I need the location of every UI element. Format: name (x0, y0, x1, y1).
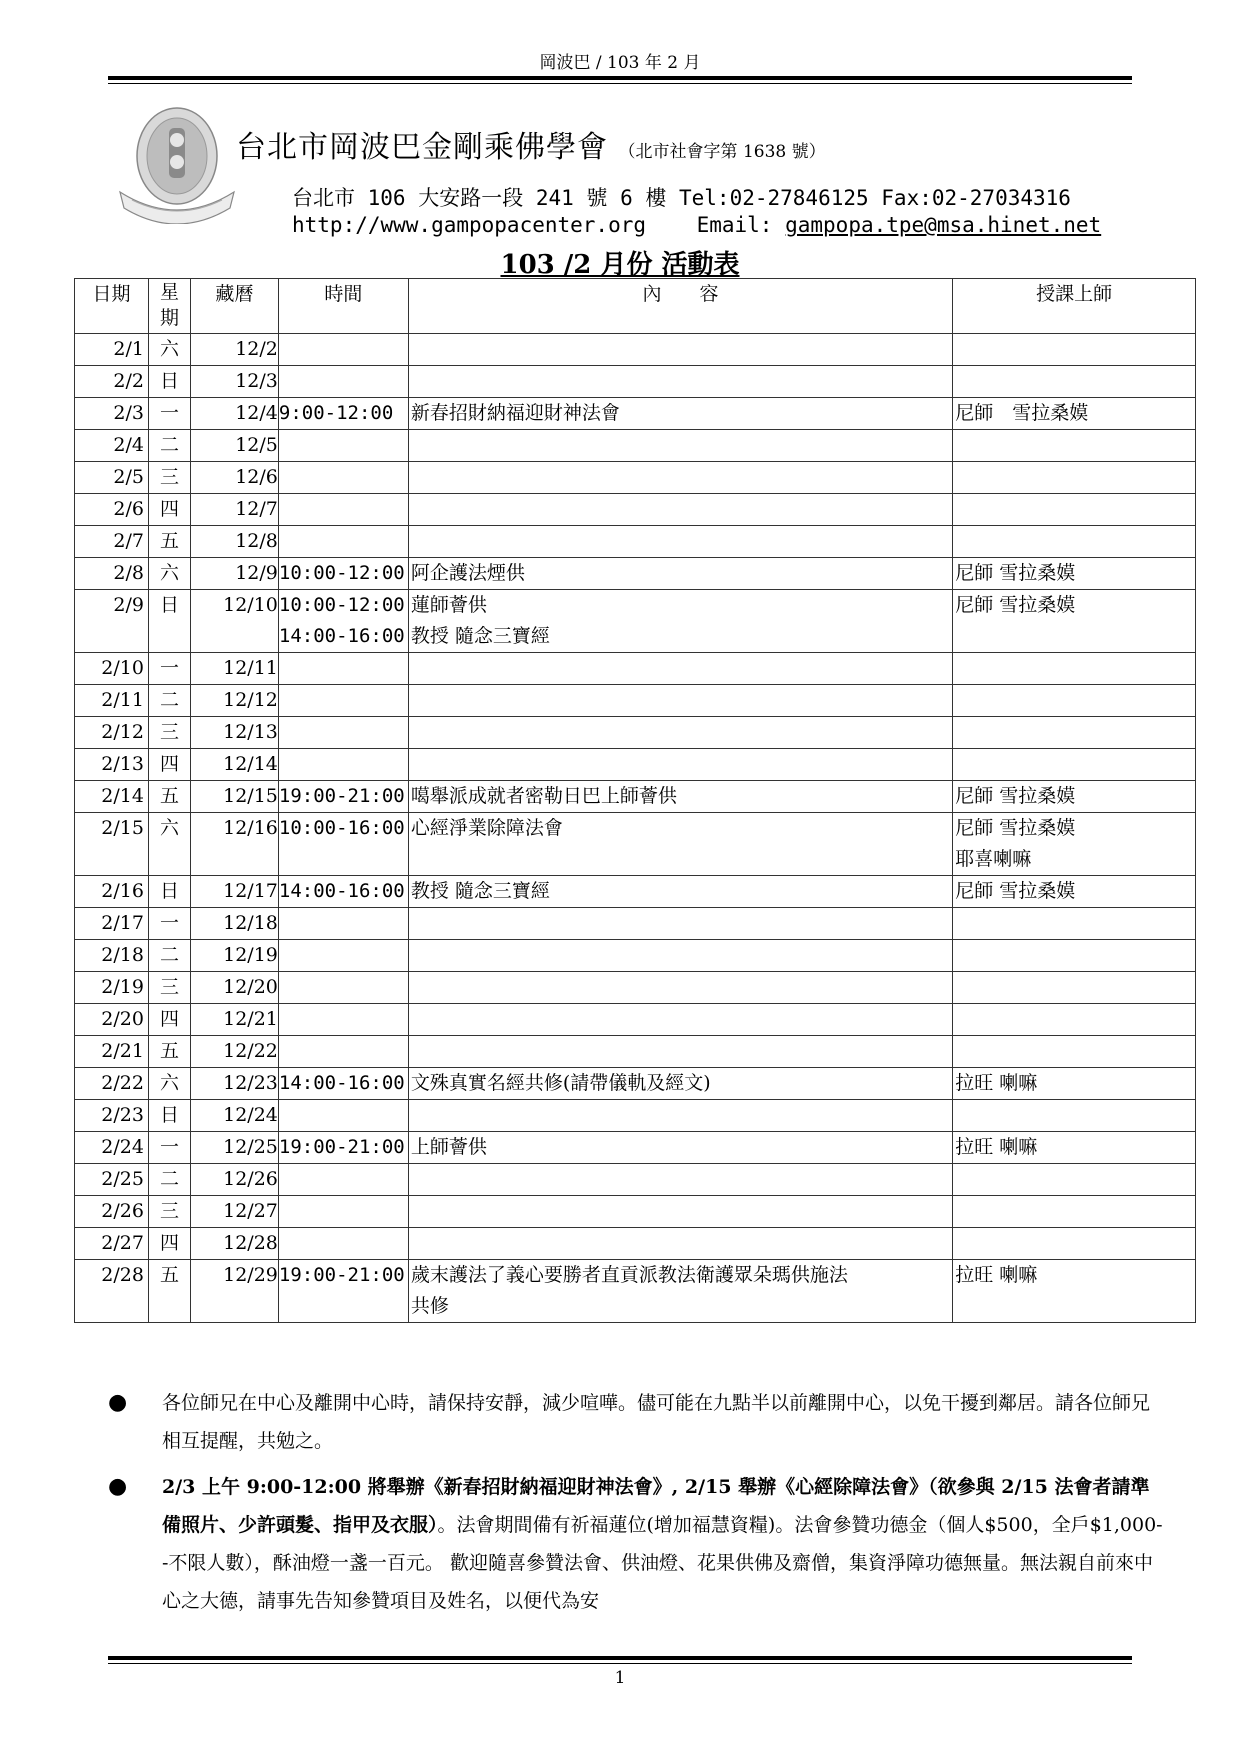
cell-wd: 六 (148, 558, 190, 590)
cell-content (408, 494, 952, 526)
cell-lunar: 12/13 (190, 717, 278, 749)
cell-time (278, 462, 408, 494)
cell-lunar: 12/17 (190, 876, 278, 908)
cell-wd: 日 (148, 1100, 190, 1132)
cell-date: 2/26 (75, 1196, 149, 1228)
header-content: 內 容 (408, 279, 952, 334)
table-row (75, 940, 1196, 972)
bullet-icon: ● (108, 1474, 128, 1499)
cell-date: 2/11 (75, 685, 149, 717)
cell-date: 2/10 (75, 653, 149, 685)
table-row (75, 334, 1196, 366)
cell-date: 2/18 (75, 940, 149, 972)
cell-time: 10:00-16:00 (278, 813, 408, 876)
cell-content (408, 749, 952, 781)
cell-lunar: 12/26 (190, 1164, 278, 1196)
cell-date: 2/24 (75, 1132, 149, 1164)
cell-lunar: 12/18 (190, 908, 278, 940)
cell-lunar: 12/3 (190, 366, 278, 398)
header-rule-thin (108, 83, 1132, 84)
cell-wd: 四 (148, 749, 190, 781)
cell-wd: 六 (148, 813, 190, 876)
cell-time (278, 1228, 408, 1260)
cell-date: 2/19 (75, 972, 149, 1004)
cell-wd: 四 (148, 1004, 190, 1036)
cell-time (278, 1164, 408, 1196)
table-row (75, 1132, 1196, 1164)
cell-lunar: 12/27 (190, 1196, 278, 1228)
cell-date: 2/16 (75, 876, 149, 908)
cell-wd: 二 (148, 1164, 190, 1196)
cell-teacher (953, 1228, 1196, 1260)
cell-content (408, 1164, 952, 1196)
table-row (75, 813, 1196, 876)
table-row (75, 1068, 1196, 1100)
cell-wd: 一 (148, 653, 190, 685)
cell-date: 2/23 (75, 1100, 149, 1132)
cell-time (278, 526, 408, 558)
table-row (75, 749, 1196, 781)
cell-teacher (953, 1100, 1196, 1132)
cell-lunar: 12/25 (190, 1132, 278, 1164)
website-link[interactable]: http://www.gampopacenter.org (292, 213, 647, 237)
header-weekday: 星期 (148, 279, 190, 334)
registration-number: （北市社會字第 1638 號） (618, 142, 826, 162)
table-row (75, 717, 1196, 749)
email-link[interactable]: gampopa.tpe@msa.hinet.net (785, 213, 1102, 237)
note-text: 。法會期間備有祈福蓮位(增加福慧資糧)。法會參贊功德金（個人$500，全戶$1,000--不限人數），酥油燈一盞一百元。 歡迎隨喜參贊法會、供油燈、花果供佛及齋僧，集資淨障功德無量。無法親自前來中心之大德，請事先告知參贊項目及姓名，以便代為安 (162, 1514, 1163, 1612)
table-row (75, 366, 1196, 398)
table-row (75, 526, 1196, 558)
cell-time (278, 494, 408, 526)
cell-wd: 二 (148, 940, 190, 972)
cell-content: 教授 隨念三寶經 (408, 876, 952, 908)
cell-time (278, 1196, 408, 1228)
cell-lunar: 12/28 (190, 1228, 278, 1260)
cell-content (408, 334, 952, 366)
cell-lunar: 12/23 (190, 1068, 278, 1100)
table-row (75, 1260, 1196, 1323)
table-row (75, 781, 1196, 813)
table-header-row (75, 279, 1196, 334)
cell-date: 2/27 (75, 1228, 149, 1260)
cell-content (408, 653, 952, 685)
cell-lunar: 12/16 (190, 813, 278, 876)
cell-date: 2/5 (75, 462, 149, 494)
cell-content (408, 462, 952, 494)
cell-lunar: 12/4 (190, 398, 278, 430)
cell-wd: 四 (148, 494, 190, 526)
cell-teacher (953, 1196, 1196, 1228)
cell-content (408, 366, 952, 398)
cell-teacher (953, 1004, 1196, 1036)
cell-content (408, 1196, 952, 1228)
cell-wd: 日 (148, 590, 190, 653)
cell-wd: 六 (148, 1068, 190, 1100)
cell-time (278, 749, 408, 781)
cell-teacher: 尼師 雪拉桑嫫 (953, 398, 1196, 430)
cell-lunar: 12/15 (190, 781, 278, 813)
schedule-title: 103 /2 月份 活動表 (500, 250, 740, 280)
cell-lunar: 12/22 (190, 1036, 278, 1068)
table-row (75, 1036, 1196, 1068)
cell-lunar: 12/5 (190, 430, 278, 462)
table-row (75, 876, 1196, 908)
table-row (75, 908, 1196, 940)
cell-teacher (953, 494, 1196, 526)
table-row (75, 398, 1196, 430)
cell-time (278, 685, 408, 717)
note-item (108, 1384, 1163, 1460)
cell-date: 2/25 (75, 1164, 149, 1196)
cell-content (408, 1036, 952, 1068)
cell-wd: 日 (148, 876, 190, 908)
cell-content (408, 430, 952, 462)
cell-teacher: 拉旺 喇嘛 (953, 1068, 1196, 1100)
cell-date: 2/14 (75, 781, 149, 813)
table-row (75, 653, 1196, 685)
table-row (75, 972, 1196, 1004)
cell-content: 心經淨業除障法會 (408, 813, 952, 876)
cell-wd: 五 (148, 781, 190, 813)
cell-wd: 五 (148, 1036, 190, 1068)
cell-wd: 二 (148, 685, 190, 717)
cell-date: 2/21 (75, 1036, 149, 1068)
table-row (75, 430, 1196, 462)
cell-wd: 三 (148, 717, 190, 749)
cell-teacher (953, 1036, 1196, 1068)
cell-lunar: 12/6 (190, 462, 278, 494)
cell-content: 文殊真實名經共修(請帶儀軌及經文) (408, 1068, 952, 1100)
cell-date: 2/12 (75, 717, 149, 749)
cell-teacher (953, 749, 1196, 781)
cell-time (278, 366, 408, 398)
footer-rule-thin (108, 1663, 1132, 1664)
page-header: 岡波巴 / 103 年 2 月 (539, 53, 701, 73)
cell-content: 新春招財納福迎財神法會 (408, 398, 952, 430)
cell-date: 2/7 (75, 526, 149, 558)
cell-lunar: 12/8 (190, 526, 278, 558)
cell-lunar: 12/29 (190, 1260, 278, 1323)
cell-wd: 三 (148, 462, 190, 494)
cell-time (278, 717, 408, 749)
cell-wd: 一 (148, 398, 190, 430)
cell-content (408, 1228, 952, 1260)
cell-wd: 一 (148, 1132, 190, 1164)
cell-time (278, 430, 408, 462)
cell-date: 2/22 (75, 1068, 149, 1100)
header-date: 日期 (75, 279, 149, 334)
cell-teacher (953, 526, 1196, 558)
cell-content (408, 685, 952, 717)
table-row (75, 558, 1196, 590)
notes-section (108, 1384, 1163, 1628)
cell-content: 蓮師薈供 教授 隨念三寶經 (408, 590, 952, 653)
cell-time: 19:00-21:00 (278, 1132, 408, 1164)
cell-date: 2/9 (75, 590, 149, 653)
table-row (75, 685, 1196, 717)
cell-date: 2/20 (75, 1004, 149, 1036)
cell-lunar: 12/12 (190, 685, 278, 717)
cell-time: 10:00-12:00 14:00-16:00 (278, 590, 408, 653)
cell-teacher: 尼師 雪拉桑嫫 耶喜喇嘛 (953, 813, 1196, 876)
cell-wd: 一 (148, 908, 190, 940)
cell-time (278, 972, 408, 1004)
table-row (75, 1196, 1196, 1228)
cell-teacher (953, 334, 1196, 366)
cell-teacher (953, 685, 1196, 717)
cell-date: 2/4 (75, 430, 149, 462)
cell-wd: 五 (148, 1260, 190, 1323)
cell-lunar: 12/19 (190, 940, 278, 972)
cell-teacher: 尼師 雪拉桑嫫 (953, 781, 1196, 813)
cell-content (408, 1100, 952, 1132)
cell-time (278, 334, 408, 366)
cell-time (278, 653, 408, 685)
bullet-icon: ● (108, 1390, 128, 1415)
cell-teacher (953, 940, 1196, 972)
cell-lunar: 12/24 (190, 1100, 278, 1132)
table-row (75, 1164, 1196, 1196)
cell-lunar: 12/11 (190, 653, 278, 685)
cell-teacher (953, 462, 1196, 494)
cell-lunar: 12/14 (190, 749, 278, 781)
cell-content: 噶舉派成就者密勒日巴上師薈供 (408, 781, 952, 813)
cell-lunar: 12/2 (190, 334, 278, 366)
cell-date: 2/8 (75, 558, 149, 590)
cell-teacher: 尼師 雪拉桑嫫 (953, 558, 1196, 590)
cell-lunar: 12/7 (190, 494, 278, 526)
table-row (75, 462, 1196, 494)
cell-date: 2/2 (75, 366, 149, 398)
cell-teacher (953, 430, 1196, 462)
table-row (75, 1004, 1196, 1036)
header-lunar: 藏曆 (190, 279, 278, 334)
cell-time (278, 940, 408, 972)
cell-content: 上師薈供 (408, 1132, 952, 1164)
email-label: Email: (696, 213, 773, 237)
cell-wd: 五 (148, 526, 190, 558)
cell-wd: 二 (148, 430, 190, 462)
note-text: 各位師兄在中心及離開中心時，請保持安靜，減少喧嘩。儘可能在九點半以前離開中心，以免干擾到鄰居。請各位師兄相互提醒，共勉之。 (162, 1392, 1151, 1452)
cell-teacher (953, 1164, 1196, 1196)
cell-lunar: 12/9 (190, 558, 278, 590)
cell-teacher: 拉旺 喇嘛 (953, 1132, 1196, 1164)
cell-lunar: 12/20 (190, 972, 278, 1004)
cell-time: 14:00-16:00 (278, 876, 408, 908)
schedule-table (74, 278, 1196, 1323)
cell-time: 14:00-16:00 (278, 1068, 408, 1100)
cell-lunar: 12/21 (190, 1004, 278, 1036)
header-time: 時間 (278, 279, 408, 334)
cell-date: 2/17 (75, 908, 149, 940)
address-line: 台北市 106 大安路一段 241 號 6 樓 Tel:02-27846125 Fax:02-27034316 (292, 186, 1071, 210)
cell-teacher (953, 717, 1196, 749)
cell-time (278, 908, 408, 940)
page-number: 1 (614, 1668, 626, 1688)
cell-teacher (953, 366, 1196, 398)
cell-content (408, 1004, 952, 1036)
cell-teacher (953, 908, 1196, 940)
cell-date: 2/28 (75, 1260, 149, 1323)
cell-teacher: 尼師 雪拉桑嫫 (953, 876, 1196, 908)
cell-date: 2/3 (75, 398, 149, 430)
cell-content (408, 908, 952, 940)
cell-wd: 三 (148, 972, 190, 1004)
table-row (75, 494, 1196, 526)
cell-time: 10:00-12:00 (278, 558, 408, 590)
cell-teacher: 拉旺 喇嘛 (953, 1260, 1196, 1323)
cell-content: 阿企護法煙供 (408, 558, 952, 590)
cell-time (278, 1100, 408, 1132)
note-item (108, 1468, 1163, 1620)
cell-time: 19:00-21:00 (278, 1260, 408, 1323)
cell-date: 2/15 (75, 813, 149, 876)
web-line (292, 213, 1101, 237)
cell-content (408, 717, 952, 749)
table-row (75, 1100, 1196, 1132)
table-row (75, 590, 1196, 653)
cell-date: 2/13 (75, 749, 149, 781)
cell-date: 2/1 (75, 334, 149, 366)
cell-content: 歲末護法了義心要勝者直貢派教法衛護眾朵瑪供施法 共修 (408, 1260, 952, 1323)
organization-name: 台北市岡波巴金剛乘佛學會 (236, 130, 608, 165)
cell-wd: 日 (148, 366, 190, 398)
cell-teacher: 尼師 雪拉桑嫫 (953, 590, 1196, 653)
header-teacher: 授課上師 (953, 279, 1196, 334)
cell-wd: 三 (148, 1196, 190, 1228)
note-bold-text: 2/3 上午 9:00-12:00 將舉辦《新春招財納福迎財神法會》, 2/15 舉辦《心經除障法會》（欲參與 2/15 法會者請準備照片、少許頭髮、指甲及衣服） (162, 1476, 1150, 1536)
cell-wd: 六 (148, 334, 190, 366)
organization-logo-icon (112, 100, 242, 224)
cell-time (278, 1036, 408, 1068)
cell-time (278, 1004, 408, 1036)
cell-date: 2/6 (75, 494, 149, 526)
cell-lunar: 12/10 (190, 590, 278, 653)
cell-content (408, 526, 952, 558)
table-row (75, 1228, 1196, 1260)
organization-title (236, 122, 826, 166)
cell-wd: 四 (148, 1228, 190, 1260)
cell-content (408, 940, 952, 972)
footer-rule (108, 1656, 1132, 1660)
header-rule (108, 76, 1132, 80)
cell-time: 9:00-12:00 (278, 398, 408, 430)
cell-teacher (953, 972, 1196, 1004)
cell-teacher (953, 653, 1196, 685)
cell-content (408, 972, 952, 1004)
cell-time: 19:00-21:00 (278, 781, 408, 813)
